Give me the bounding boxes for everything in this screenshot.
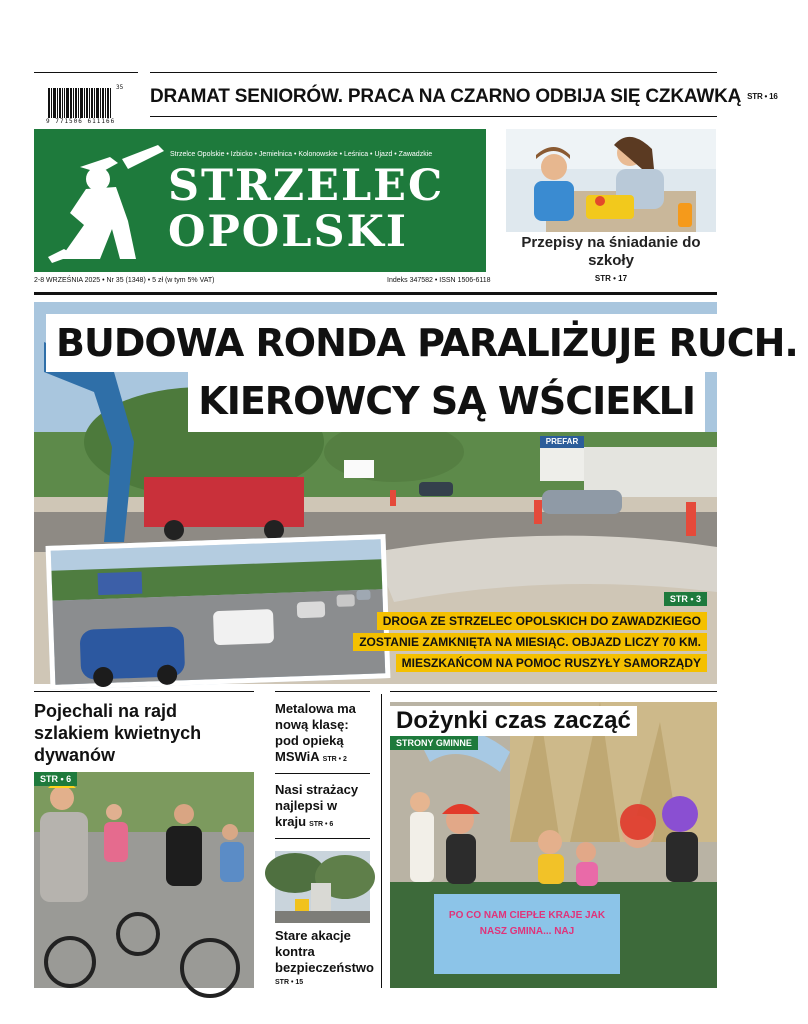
index-info: Indeks 347582 • ISSN 1506-6118 [387,277,491,284]
barcode-lines [48,88,124,118]
main-headline-line2: KIEROWCY SĄ WŚCIEKLI [188,370,705,432]
inset-photo [46,534,391,690]
rajd-photo[interactable] [34,772,254,988]
column-divider [381,694,382,988]
main-deck-line3: MIESZKAŃCOM NA POMOC RUSZYŁY SAMORZĄDY [396,654,707,672]
prefar-sign-text: PREFAR [545,437,579,446]
masthead-title [168,163,444,255]
masthead[interactable] [34,129,486,272]
hunter-logo-icon [40,129,170,272]
promo-photo[interactable] [506,129,716,232]
traffic-jam-photo [51,539,385,684]
main-story[interactable] [34,302,798,684]
trees-photo [275,851,370,923]
middle-item1[interactable] [275,701,375,768]
cyclists-photo [34,772,254,988]
top-left-rule [34,72,138,73]
top-rule-bottom [150,116,717,117]
promo-photo-illustration [506,129,716,232]
main-deck-line1: DROGA ZE STRZELEC OPOLSKICH DO ZAWADZKIEGO [377,612,707,630]
main-story-ref: STR • 3 [664,592,707,606]
top-rule [150,72,717,73]
middle-item1-title: Metalowa ma nową klasę: pod opieką MSWiA [275,701,356,764]
middle-item3-title: Stare akacje kontra bezpieczeństwo [275,928,374,975]
top-headline[interactable] [150,86,778,108]
top-headline-ref: STR • 16 [747,92,778,102]
masthead-title-line2: OPOLSKI [168,207,409,257]
middle-item1-ref: STR • 2 [322,756,347,763]
promo-ref: STR • 17 [594,274,628,283]
masthead-towns: Strzelce Opolskie • Izbicko • Jemielnica • Kolonowskie • Leśnica • Ujazd • Zawadzkie [170,151,433,158]
middle-item3-ref: STR • 15 [275,979,304,986]
main-deck-line2: ZOSTANIE ZAMKNIĘTA NA MIESIĄC. OBJAZD LICZY 70 KM. [353,633,707,651]
middle-item3[interactable] [275,928,375,976]
barcode-digits: 9 771506 611166 [46,118,116,125]
masthead-title-line1: STRZELEC [168,161,445,211]
col3-rule [390,691,717,692]
dozynki-photo[interactable] [390,702,717,988]
promo-title[interactable]: Przepisy na śniadanie do szkoły [521,234,701,269]
middle-item2-title: Nasi strażacy najlepsi w kraju [275,782,359,829]
masthead-rule [34,292,717,295]
barcode-issue: 35 [116,84,124,91]
rajd-title[interactable]: Pojechali na rajd szlakiem kwietnych dywanów [34,701,202,765]
middle-rule1 [275,773,370,774]
barcode [34,80,138,128]
middle-item2[interactable] [275,782,375,833]
prefar-sign [540,436,584,448]
middle-item2-ref: STR • 6 [309,821,334,828]
dozynki-banner-text: PO CO NAM CIEPŁE KRAJE JAK NASZ GMINA... NAJ [448,910,606,937]
middle-rule2 [275,838,370,839]
dozynki-title: Dożynki czas zacząć [390,706,637,736]
acacia-photo[interactable] [275,851,370,923]
issue-info: 2-8 WRZEŚNIA 2025 • Nr 35 (1348) • 5 zł (w tym 5% VAT) [34,277,215,284]
col2-rule [275,691,370,692]
col1-rule [34,691,254,692]
dozynki-tag: STRONY GMINNE [390,736,478,750]
top-headline-text: DRAMAT SENIORÓW. PRACA NA CZARNO ODBIJA SIĘ CZKAWKĄ [150,86,742,107]
main-headline-line1: BUDOWA RONDA PARALIŻUJE RUCH. [46,314,808,372]
rajd-ref: STR • 6 [34,772,77,786]
